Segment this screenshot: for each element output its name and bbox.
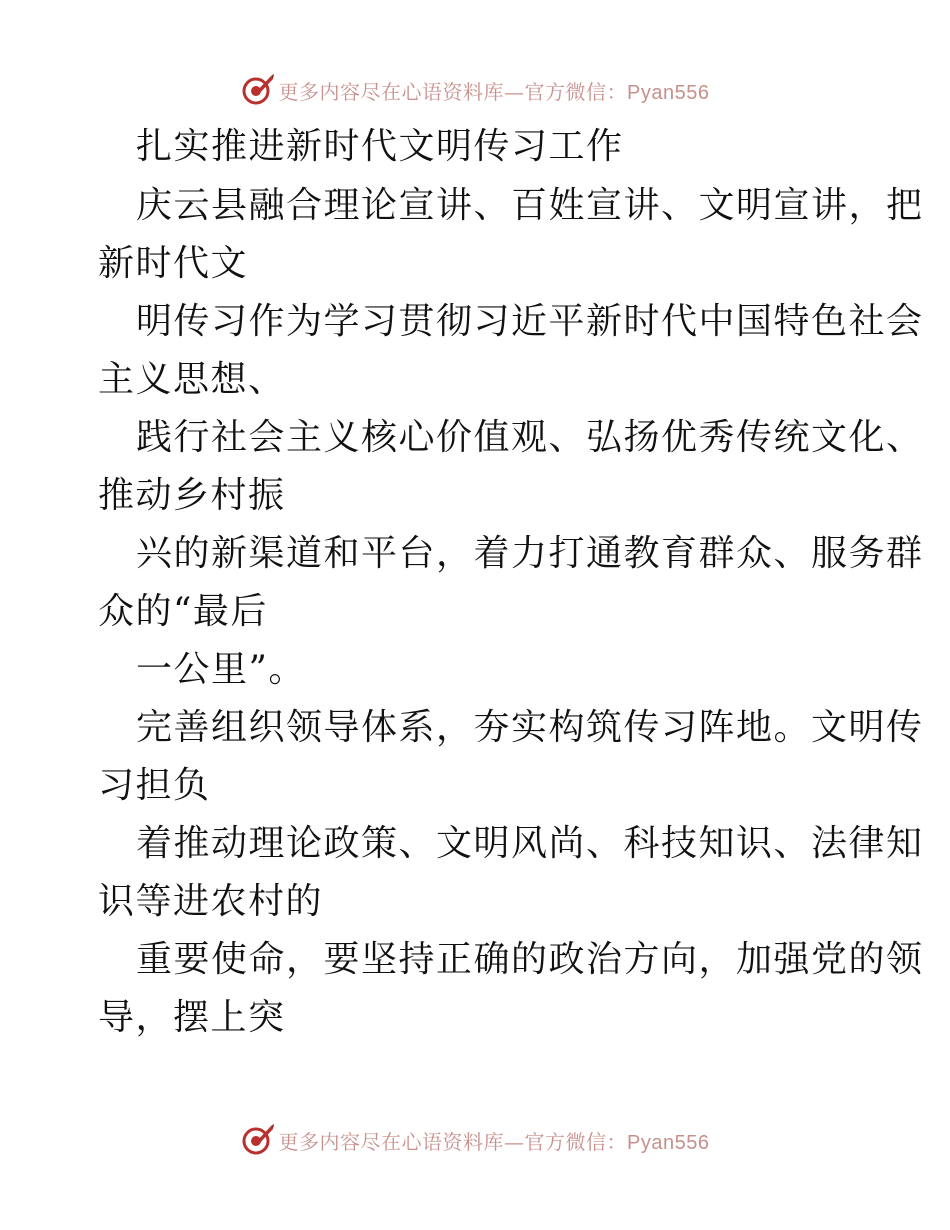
paragraph-line: 识等进农村的: [98, 881, 324, 922]
paragraph-line: 兴的新渠道和平台，着力打通教育群众、服务群: [136, 533, 924, 574]
paragraph-line: 践行社会主义核心价值观、弘扬优秀传统文化、: [136, 417, 924, 458]
paragraph-line: 着推动理论政策、文明风尚、科技知识、法律知: [136, 823, 924, 864]
paragraph-line: 众的“最后: [98, 591, 268, 632]
document-title: 扎实推进新时代文明传习工作: [136, 126, 624, 167]
paragraph-line: 推动乡村振: [98, 475, 286, 516]
banner-text-cn: 更多内容尽在心语资料库—官方微信：: [278, 79, 628, 104]
paragraph-line: 完善组织领导体系，夯实构筑传习阵地。文明传: [136, 707, 924, 748]
paragraph-line: 明传习作为学习贯彻习近平新时代中国特色社会: [136, 301, 924, 342]
footer-banner: [0, 1120, 950, 1160]
paragraph-line: 一公里”。: [136, 649, 306, 690]
paragraph-line: 庆云县融合理论宣讲、百姓宣讲、文明宣讲，把: [136, 185, 924, 226]
banner-wechat-id: Pyan556: [627, 1131, 710, 1154]
banner-text: [279, 1126, 710, 1155]
paragraph-line: 主义思想、: [98, 359, 286, 400]
paragraph-line: 习担负: [98, 765, 211, 806]
paragraph-line: 新时代文: [98, 243, 249, 284]
quill-pen-logo-icon: [241, 1123, 275, 1157]
paragraph-line: 重要使命，要坚持正确的政治方向，加强党的领: [136, 939, 924, 980]
banner-text-cn: 更多内容尽在心语资料库—官方微信：: [278, 1129, 628, 1154]
banner-wechat-id: Pyan556: [627, 81, 710, 104]
paragraph-line: 导，摆上突: [98, 997, 286, 1038]
